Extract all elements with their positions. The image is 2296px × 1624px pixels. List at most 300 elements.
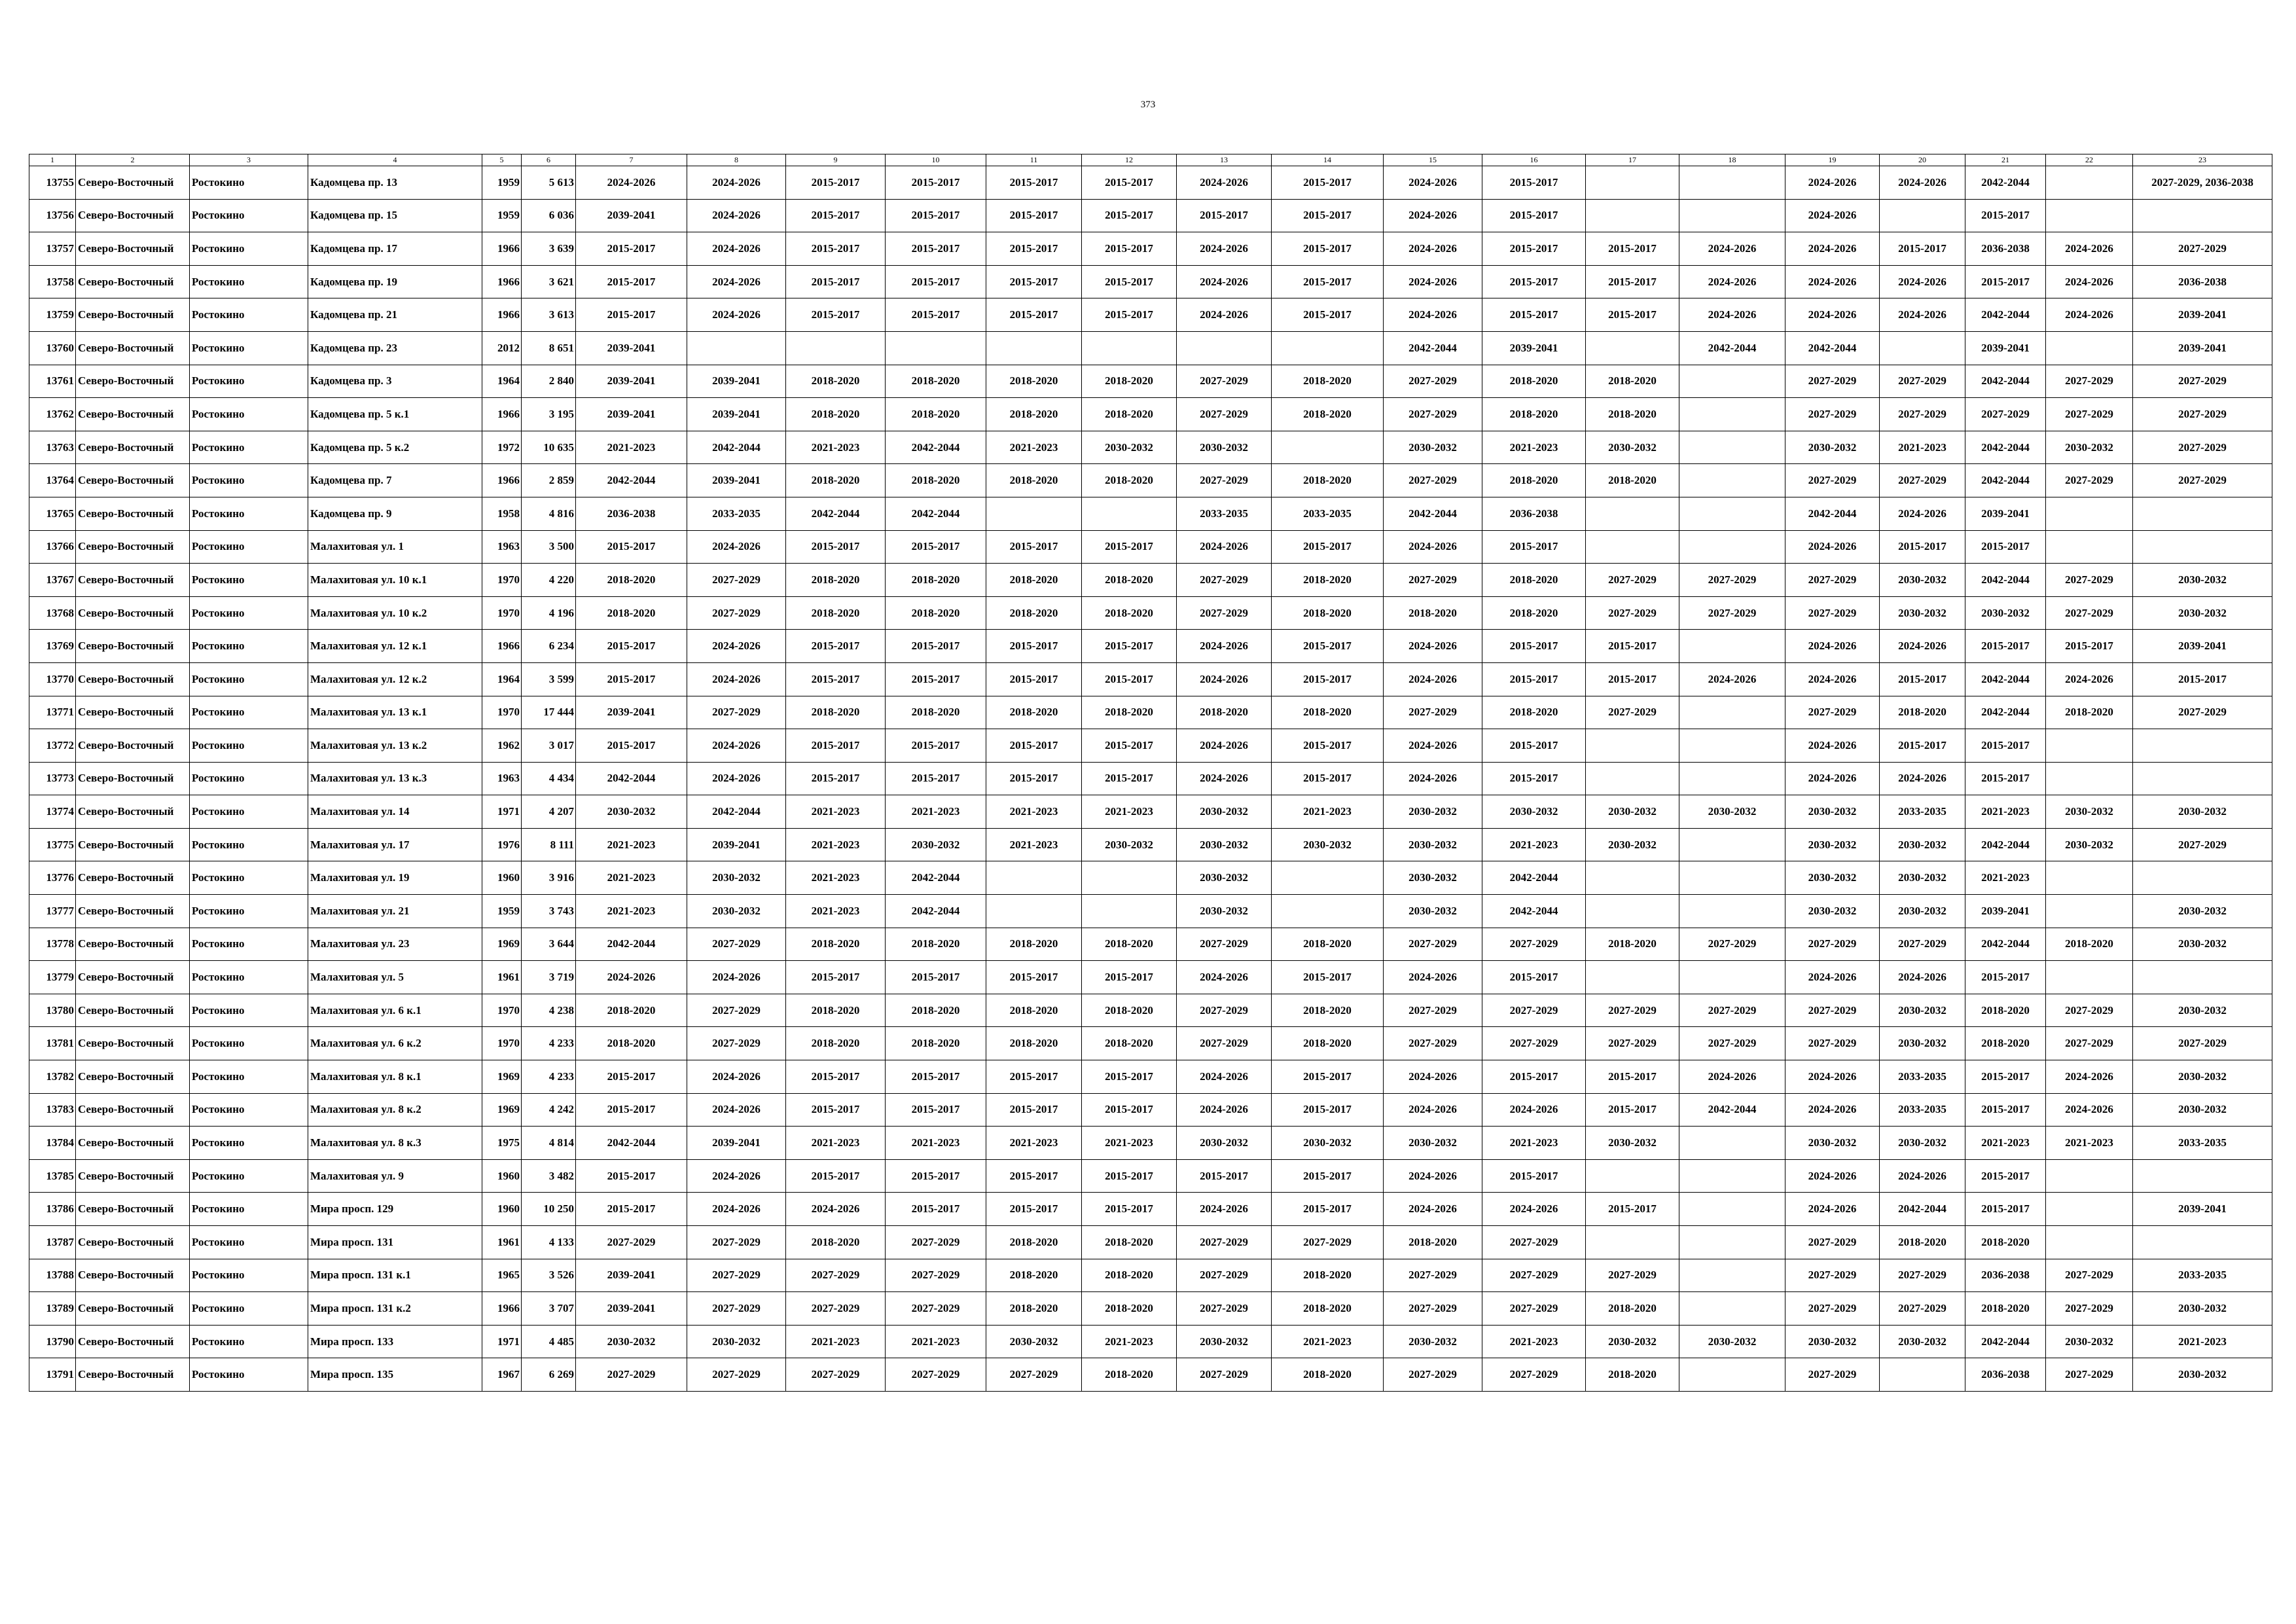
repair-period-cell-22 bbox=[2046, 166, 2133, 200]
table-row bbox=[29, 564, 2272, 597]
repair-period-cell-15: 2027-2029 bbox=[1384, 928, 1482, 961]
area-cell: Ростокино bbox=[190, 861, 308, 895]
table-row bbox=[29, 265, 2272, 298]
repair-period-cell-9: 2015-2017 bbox=[786, 1060, 886, 1094]
repair-period-cell-15: 2027-2029 bbox=[1384, 1292, 1482, 1326]
repair-period-cell-11: 2018-2020 bbox=[986, 1226, 1082, 1259]
repair-period-cell-17: 2015-2017 bbox=[1586, 232, 1679, 266]
repair-period-cell-13: 2024-2026 bbox=[1177, 166, 1272, 200]
repair-period-cell-19: 2024-2026 bbox=[1785, 1193, 1880, 1226]
repair-period-cell-19: 2027-2029 bbox=[1785, 1358, 1880, 1392]
record-id-cell: 13790 bbox=[29, 1325, 76, 1358]
repair-period-cell-18 bbox=[1679, 828, 1785, 861]
floor-area-cell: 3 719 bbox=[522, 961, 576, 994]
repair-period-cell-16: 2027-2029 bbox=[1482, 1226, 1586, 1259]
repair-period-cell-8 bbox=[687, 331, 786, 365]
repair-period-cell-17 bbox=[1586, 331, 1679, 365]
repair-period-cell-10: 2030-2032 bbox=[886, 828, 986, 861]
area-cell: Ростокино bbox=[190, 696, 308, 729]
repair-period-cell-17: 2027-2029 bbox=[1586, 1259, 1679, 1292]
repair-period-cell-22 bbox=[2046, 762, 2133, 795]
repair-period-cell-18: 2042-2044 bbox=[1679, 1093, 1785, 1127]
address-cell: Малахитовая ул. 19 bbox=[308, 861, 482, 895]
repair-period-cell-22: 2024-2026 bbox=[2046, 232, 2133, 266]
area-cell: Ростокино bbox=[190, 630, 308, 663]
table-row bbox=[29, 464, 2272, 497]
repair-period-cell-15: 2018-2020 bbox=[1384, 1226, 1482, 1259]
repair-period-cell-10: 2021-2023 bbox=[886, 1127, 986, 1160]
repair-period-cell-13: 2030-2032 bbox=[1177, 431, 1272, 464]
floor-area-cell: 4 196 bbox=[522, 596, 576, 630]
record-id-cell: 13758 bbox=[29, 265, 76, 298]
area-cell: Ростокино bbox=[190, 331, 308, 365]
repair-period-cell-17: 2015-2017 bbox=[1586, 1060, 1679, 1094]
year-built-cell: 1966 bbox=[482, 398, 522, 431]
repair-period-cell-11: 2015-2017 bbox=[986, 1159, 1082, 1193]
repair-period-cell-16: 2021-2023 bbox=[1482, 431, 1586, 464]
table-row bbox=[29, 199, 2272, 232]
repair-period-cell-21: 2021-2023 bbox=[1965, 1127, 2046, 1160]
repair-period-cell-20: 2024-2026 bbox=[1880, 166, 1965, 200]
repair-period-cell-7: 2018-2020 bbox=[576, 564, 687, 597]
address-cell: Малахитовая ул. 9 bbox=[308, 1159, 482, 1193]
repair-period-cell-15: 2027-2029 bbox=[1384, 1358, 1482, 1392]
repair-period-cell-16: 2024-2026 bbox=[1482, 1193, 1586, 1226]
repair-period-cell-19: 2024-2026 bbox=[1785, 630, 1880, 663]
repair-period-cell-11: 2018-2020 bbox=[986, 1259, 1082, 1292]
repair-period-cell-12: 2015-2017 bbox=[1082, 1159, 1177, 1193]
repair-period-cell-7: 2018-2020 bbox=[576, 596, 687, 630]
column-number-1: 1 bbox=[29, 154, 76, 166]
repair-period-cell-12 bbox=[1082, 331, 1177, 365]
floor-area-cell: 4 238 bbox=[522, 994, 576, 1027]
repair-period-cell-7: 2021-2023 bbox=[576, 861, 687, 895]
repair-period-cell-18 bbox=[1679, 398, 1785, 431]
repair-period-cell-19: 2027-2029 bbox=[1785, 398, 1880, 431]
table-row bbox=[29, 398, 2272, 431]
address-cell: Малахитовая ул. 1 bbox=[308, 530, 482, 564]
repair-period-cell-8: 2042-2044 bbox=[687, 431, 786, 464]
table-row bbox=[29, 1027, 2272, 1060]
column-number-9: 9 bbox=[786, 154, 886, 166]
repair-period-cell-8: 2027-2029 bbox=[687, 928, 786, 961]
repair-period-cell-7: 2015-2017 bbox=[576, 729, 687, 763]
repair-period-cell-23 bbox=[2133, 1159, 2272, 1193]
repair-period-cell-8: 2024-2026 bbox=[687, 729, 786, 763]
repair-period-cell-23 bbox=[2133, 530, 2272, 564]
repair-period-cell-16: 2018-2020 bbox=[1482, 596, 1586, 630]
repair-period-cell-9: 2021-2023 bbox=[786, 861, 886, 895]
repair-period-cell-21: 2015-2017 bbox=[1965, 1193, 2046, 1226]
address-cell: Малахитовая ул. 12 к.2 bbox=[308, 662, 482, 696]
district-cell: Северо-Восточный bbox=[76, 530, 190, 564]
repair-period-cell-9: 2018-2020 bbox=[786, 696, 886, 729]
repair-period-cell-23: 2030-2032 bbox=[2133, 1292, 2272, 1326]
repair-period-cell-10: 2015-2017 bbox=[886, 729, 986, 763]
repair-period-cell-20: 2030-2032 bbox=[1880, 564, 1965, 597]
address-cell: Малахитовая ул. 21 bbox=[308, 895, 482, 928]
repair-period-cell-22: 2027-2029 bbox=[2046, 564, 2133, 597]
repair-period-cell-22 bbox=[2046, 331, 2133, 365]
repair-period-cell-8: 2024-2026 bbox=[687, 1060, 786, 1094]
repair-period-cell-23: 2027-2029 bbox=[2133, 464, 2272, 497]
repair-period-cell-11: 2030-2032 bbox=[986, 1325, 1082, 1358]
address-cell: Малахитовая ул. 6 к.1 bbox=[308, 994, 482, 1027]
repair-period-cell-19: 2027-2029 bbox=[1785, 1259, 1880, 1292]
repair-period-cell-10: 2018-2020 bbox=[886, 928, 986, 961]
record-id-cell: 13776 bbox=[29, 861, 76, 895]
repair-period-cell-12: 2021-2023 bbox=[1082, 795, 1177, 829]
floor-area-cell: 17 444 bbox=[522, 696, 576, 729]
repair-period-cell-9: 2015-2017 bbox=[786, 630, 886, 663]
year-built-cell: 1963 bbox=[482, 762, 522, 795]
column-number-21: 21 bbox=[1965, 154, 2046, 166]
year-built-cell: 1970 bbox=[482, 696, 522, 729]
repair-period-cell-20: 2027-2029 bbox=[1880, 1259, 1965, 1292]
repair-period-cell-11: 2015-2017 bbox=[986, 1060, 1082, 1094]
repair-period-cell-11: 2015-2017 bbox=[986, 265, 1082, 298]
repair-period-cell-21: 2027-2029 bbox=[1965, 398, 2046, 431]
repair-period-cell-9: 2021-2023 bbox=[786, 1325, 886, 1358]
repair-period-cell-20: 2042-2044 bbox=[1880, 1193, 1965, 1226]
repair-period-cell-12: 2018-2020 bbox=[1082, 464, 1177, 497]
repair-period-cell-11: 2018-2020 bbox=[986, 365, 1082, 398]
repair-period-cell-19: 2027-2029 bbox=[1785, 1292, 1880, 1326]
repair-period-cell-16: 2021-2023 bbox=[1482, 1325, 1586, 1358]
repair-period-cell-17: 2015-2017 bbox=[1586, 298, 1679, 332]
repair-period-cell-13: 2024-2026 bbox=[1177, 265, 1272, 298]
floor-area-cell: 2 840 bbox=[522, 365, 576, 398]
repair-period-cell-13: 2027-2029 bbox=[1177, 398, 1272, 431]
repair-period-cell-11: 2015-2017 bbox=[986, 530, 1082, 564]
repair-period-cell-18: 2027-2029 bbox=[1679, 994, 1785, 1027]
repair-period-cell-23: 2021-2023 bbox=[2133, 1325, 2272, 1358]
repair-period-cell-12: 2018-2020 bbox=[1082, 365, 1177, 398]
repair-period-cell-16: 2015-2017 bbox=[1482, 729, 1586, 763]
repair-period-cell-21: 2042-2044 bbox=[1965, 166, 2046, 200]
year-built-cell: 1964 bbox=[482, 662, 522, 696]
repair-period-cell-16: 2027-2029 bbox=[1482, 994, 1586, 1027]
repair-period-cell-20: 2018-2020 bbox=[1880, 1226, 1965, 1259]
repair-period-cell-23: 2030-2032 bbox=[2133, 994, 2272, 1027]
repair-period-cell-12 bbox=[1082, 895, 1177, 928]
repair-period-cell-16: 2015-2017 bbox=[1482, 1060, 1586, 1094]
repair-period-cell-21: 2042-2044 bbox=[1965, 431, 2046, 464]
district-cell: Северо-Восточный bbox=[76, 596, 190, 630]
repair-period-cell-9: 2015-2017 bbox=[786, 265, 886, 298]
year-built-cell: 1967 bbox=[482, 1358, 522, 1392]
area-cell: Ростокино bbox=[190, 232, 308, 266]
repair-period-cell-10: 2018-2020 bbox=[886, 596, 986, 630]
repair-period-cell-21: 2018-2020 bbox=[1965, 994, 2046, 1027]
repair-period-cell-16: 2015-2017 bbox=[1482, 762, 1586, 795]
repair-period-cell-15: 2024-2026 bbox=[1384, 530, 1482, 564]
district-cell: Северо-Восточный bbox=[76, 762, 190, 795]
repair-period-cell-9: 2015-2017 bbox=[786, 530, 886, 564]
table-row bbox=[29, 895, 2272, 928]
repair-period-cell-7: 2015-2017 bbox=[576, 298, 687, 332]
repair-period-cell-9: 2042-2044 bbox=[786, 497, 886, 530]
table-row bbox=[29, 795, 2272, 829]
repair-period-cell-21: 2042-2044 bbox=[1965, 564, 2046, 597]
floor-area-cell: 3 599 bbox=[522, 662, 576, 696]
repair-period-cell-21: 2018-2020 bbox=[1965, 1292, 2046, 1326]
repair-period-cell-12: 2018-2020 bbox=[1082, 596, 1177, 630]
repair-period-cell-20: 2030-2032 bbox=[1880, 861, 1965, 895]
repair-period-cell-8: 2039-2041 bbox=[687, 828, 786, 861]
area-cell: Ростокино bbox=[190, 1127, 308, 1160]
repair-period-cell-7: 2039-2041 bbox=[576, 398, 687, 431]
repair-period-cell-8: 2027-2029 bbox=[687, 1358, 786, 1392]
repair-period-cell-18: 2024-2026 bbox=[1679, 298, 1785, 332]
repair-period-cell-7: 2039-2041 bbox=[576, 1259, 687, 1292]
repair-period-cell-18: 2024-2026 bbox=[1679, 232, 1785, 266]
repair-period-cell-10: 2018-2020 bbox=[886, 398, 986, 431]
repair-period-cell-16: 2039-2041 bbox=[1482, 331, 1586, 365]
year-built-cell: 1970 bbox=[482, 596, 522, 630]
repair-period-cell-11: 2015-2017 bbox=[986, 232, 1082, 266]
area-cell: Ростокино bbox=[190, 596, 308, 630]
repair-period-cell-13: 2027-2029 bbox=[1177, 1358, 1272, 1392]
repair-period-cell-21: 2042-2044 bbox=[1965, 298, 2046, 332]
table-row bbox=[29, 1060, 2272, 1094]
repair-period-cell-17: 2027-2029 bbox=[1586, 596, 1679, 630]
repair-period-cell-11: 2015-2017 bbox=[986, 298, 1082, 332]
district-cell: Северо-Восточный bbox=[76, 729, 190, 763]
repair-period-cell-12: 2030-2032 bbox=[1082, 828, 1177, 861]
floor-area-cell: 3 621 bbox=[522, 265, 576, 298]
repair-period-cell-10: 2021-2023 bbox=[886, 795, 986, 829]
repair-period-cell-14 bbox=[1272, 431, 1384, 464]
repair-period-cell-10: 2015-2017 bbox=[886, 961, 986, 994]
year-built-cell: 1970 bbox=[482, 1027, 522, 1060]
repair-period-cell-22: 2027-2029 bbox=[2046, 1259, 2133, 1292]
repair-period-cell-11: 2018-2020 bbox=[986, 1027, 1082, 1060]
repair-period-cell-9: 2024-2026 bbox=[786, 1193, 886, 1226]
repair-period-cell-11: 2018-2020 bbox=[986, 928, 1082, 961]
year-built-cell: 1959 bbox=[482, 895, 522, 928]
record-id-cell: 13772 bbox=[29, 729, 76, 763]
repair-period-cell-20: 2030-2032 bbox=[1880, 596, 1965, 630]
repair-period-cell-17 bbox=[1586, 530, 1679, 564]
repair-period-cell-7: 2030-2032 bbox=[576, 1325, 687, 1358]
repair-period-cell-21: 2018-2020 bbox=[1965, 1027, 2046, 1060]
repair-period-cell-9: 2015-2017 bbox=[786, 762, 886, 795]
repair-period-cell-23: 2027-2029 bbox=[2133, 696, 2272, 729]
repair-period-cell-21: 2015-2017 bbox=[1965, 1093, 2046, 1127]
repair-period-cell-7: 2042-2044 bbox=[576, 1127, 687, 1160]
repair-period-cell-15: 2027-2029 bbox=[1384, 1259, 1482, 1292]
district-cell: Северо-Восточный bbox=[76, 398, 190, 431]
table-row bbox=[29, 497, 2272, 530]
repair-period-cell-13: 2015-2017 bbox=[1177, 1159, 1272, 1193]
repair-period-cell-17: 2018-2020 bbox=[1586, 464, 1679, 497]
area-cell: Ростокино bbox=[190, 365, 308, 398]
table-row bbox=[29, 696, 2272, 729]
repair-period-cell-22: 2027-2029 bbox=[2046, 994, 2133, 1027]
repair-period-cell-13: 2030-2032 bbox=[1177, 795, 1272, 829]
district-cell: Северо-Восточный bbox=[76, 1127, 190, 1160]
repair-period-cell-16: 2027-2029 bbox=[1482, 1027, 1586, 1060]
address-cell: Малахитовая ул. 5 bbox=[308, 961, 482, 994]
repair-period-cell-16: 2015-2017 bbox=[1482, 961, 1586, 994]
repair-period-cell-13: 2027-2029 bbox=[1177, 365, 1272, 398]
table-row bbox=[29, 961, 2272, 994]
floor-area-cell: 8 111 bbox=[522, 828, 576, 861]
repair-period-cell-10: 2042-2044 bbox=[886, 895, 986, 928]
repair-period-cell-23: 2030-2032 bbox=[2133, 928, 2272, 961]
repair-period-cell-8: 2042-2044 bbox=[687, 795, 786, 829]
repair-period-cell-9: 2021-2023 bbox=[786, 795, 886, 829]
repair-period-cell-17: 2030-2032 bbox=[1586, 1325, 1679, 1358]
repair-period-cell-22 bbox=[2046, 497, 2133, 530]
repair-period-cell-9: 2021-2023 bbox=[786, 828, 886, 861]
repair-period-cell-19: 2027-2029 bbox=[1785, 696, 1880, 729]
repair-period-cell-20: 2030-2032 bbox=[1880, 1325, 1965, 1358]
column-number-4: 4 bbox=[308, 154, 482, 166]
repair-period-cell-7: 2030-2032 bbox=[576, 795, 687, 829]
area-cell: Ростокино bbox=[190, 1093, 308, 1127]
repair-period-cell-17: 2018-2020 bbox=[1586, 1292, 1679, 1326]
record-id-cell: 13759 bbox=[29, 298, 76, 332]
repair-period-cell-23 bbox=[2133, 861, 2272, 895]
repair-period-cell-15: 2024-2026 bbox=[1384, 630, 1482, 663]
year-built-cell: 1966 bbox=[482, 630, 522, 663]
repair-period-cell-7: 2039-2041 bbox=[576, 1292, 687, 1326]
repair-period-cell-17: 2015-2017 bbox=[1586, 1193, 1679, 1226]
repair-period-cell-10: 2015-2017 bbox=[886, 662, 986, 696]
repair-period-cell-22: 2024-2026 bbox=[2046, 662, 2133, 696]
record-id-cell: 13791 bbox=[29, 1358, 76, 1392]
year-built-cell: 1960 bbox=[482, 1159, 522, 1193]
repair-period-cell-13: 2027-2029 bbox=[1177, 1292, 1272, 1326]
repair-period-cell-16: 2015-2017 bbox=[1482, 265, 1586, 298]
record-id-cell: 13779 bbox=[29, 961, 76, 994]
repair-period-cell-14: 2015-2017 bbox=[1272, 762, 1384, 795]
repair-period-cell-12: 2015-2017 bbox=[1082, 729, 1177, 763]
repair-period-cell-18 bbox=[1679, 166, 1785, 200]
record-id-cell: 13769 bbox=[29, 630, 76, 663]
repair-period-cell-18: 2027-2029 bbox=[1679, 596, 1785, 630]
repair-period-cell-12: 2015-2017 bbox=[1082, 762, 1177, 795]
year-built-cell: 1959 bbox=[482, 166, 522, 200]
repair-period-cell-18: 2024-2026 bbox=[1679, 662, 1785, 696]
repair-period-cell-15: 2024-2026 bbox=[1384, 1193, 1482, 1226]
repair-period-cell-8: 2027-2029 bbox=[687, 994, 786, 1027]
floor-area-cell: 3 707 bbox=[522, 1292, 576, 1326]
repair-period-cell-21: 2015-2017 bbox=[1965, 265, 2046, 298]
repair-period-cell-12 bbox=[1082, 861, 1177, 895]
repair-period-cell-16: 2015-2017 bbox=[1482, 298, 1586, 332]
repair-period-cell-15: 2030-2032 bbox=[1384, 1325, 1482, 1358]
year-built-cell: 1966 bbox=[482, 232, 522, 266]
repair-period-cell-12: 2018-2020 bbox=[1082, 1226, 1177, 1259]
repair-period-cell-9: 2018-2020 bbox=[786, 928, 886, 961]
repair-period-cell-10: 2018-2020 bbox=[886, 564, 986, 597]
repair-period-cell-12: 2015-2017 bbox=[1082, 961, 1177, 994]
floor-area-cell: 8 651 bbox=[522, 331, 576, 365]
repair-period-cell-13: 2024-2026 bbox=[1177, 232, 1272, 266]
area-cell: Ростокино bbox=[190, 564, 308, 597]
year-built-cell: 1976 bbox=[482, 828, 522, 861]
repair-period-cell-13: 2027-2029 bbox=[1177, 994, 1272, 1027]
repair-period-cell-16: 2030-2032 bbox=[1482, 795, 1586, 829]
repair-period-cell-22: 2027-2029 bbox=[2046, 1292, 2133, 1326]
area-cell: Ростокино bbox=[190, 928, 308, 961]
table-row bbox=[29, 828, 2272, 861]
repair-period-cell-10: 2015-2017 bbox=[886, 199, 986, 232]
column-number-20: 20 bbox=[1880, 154, 1965, 166]
repair-period-cell-15: 2030-2032 bbox=[1384, 828, 1482, 861]
address-cell: Малахитовая ул. 13 к.3 bbox=[308, 762, 482, 795]
year-built-cell: 1959 bbox=[482, 199, 522, 232]
repair-period-cell-13: 2033-2035 bbox=[1177, 497, 1272, 530]
repair-period-cell-22 bbox=[2046, 1226, 2133, 1259]
repair-period-cell-20 bbox=[1880, 1358, 1965, 1392]
repair-period-cell-18 bbox=[1679, 1259, 1785, 1292]
area-cell: Ростокино bbox=[190, 1325, 308, 1358]
record-id-cell: 13780 bbox=[29, 994, 76, 1027]
repair-period-cell-17: 2015-2017 bbox=[1586, 265, 1679, 298]
repair-period-cell-9: 2021-2023 bbox=[786, 895, 886, 928]
repair-period-cell-16: 2018-2020 bbox=[1482, 365, 1586, 398]
area-cell: Ростокино bbox=[190, 431, 308, 464]
district-cell: Северо-Восточный bbox=[76, 464, 190, 497]
repair-period-cell-13: 2024-2026 bbox=[1177, 1093, 1272, 1127]
repair-period-cell-20: 2030-2032 bbox=[1880, 828, 1965, 861]
district-cell: Северо-Восточный bbox=[76, 795, 190, 829]
area-cell: Ростокино bbox=[190, 1226, 308, 1259]
repair-period-cell-12: 2015-2017 bbox=[1082, 298, 1177, 332]
repair-period-cell-17: 2018-2020 bbox=[1586, 928, 1679, 961]
repair-period-cell-22: 2015-2017 bbox=[2046, 630, 2133, 663]
repair-period-cell-17 bbox=[1586, 961, 1679, 994]
repair-period-cell-21: 2042-2044 bbox=[1965, 464, 2046, 497]
repair-period-cell-20: 2027-2029 bbox=[1880, 464, 1965, 497]
floor-area-cell: 3 639 bbox=[522, 232, 576, 266]
repair-period-cell-20: 2033-2035 bbox=[1880, 795, 1965, 829]
repair-period-cell-22 bbox=[2046, 530, 2133, 564]
repair-period-cell-14: 2018-2020 bbox=[1272, 596, 1384, 630]
repair-period-cell-15: 2024-2026 bbox=[1384, 166, 1482, 200]
table-row bbox=[29, 662, 2272, 696]
repair-period-cell-13: 2027-2029 bbox=[1177, 464, 1272, 497]
repair-period-cell-11: 2018-2020 bbox=[986, 398, 1082, 431]
column-number-23: 23 bbox=[2133, 154, 2272, 166]
repair-period-cell-9: 2018-2020 bbox=[786, 596, 886, 630]
repair-period-cell-15: 2024-2026 bbox=[1384, 1093, 1482, 1127]
repair-period-cell-16: 2015-2017 bbox=[1482, 199, 1586, 232]
table-row bbox=[29, 1093, 2272, 1127]
address-cell: Малахитовая ул. 13 к.2 bbox=[308, 729, 482, 763]
repair-period-cell-7: 2015-2017 bbox=[576, 630, 687, 663]
column-number-7: 7 bbox=[576, 154, 687, 166]
record-id-cell: 13771 bbox=[29, 696, 76, 729]
year-built-cell: 1966 bbox=[482, 1292, 522, 1326]
repair-period-cell-22: 2030-2032 bbox=[2046, 1325, 2133, 1358]
year-built-cell: 1970 bbox=[482, 564, 522, 597]
repair-period-cell-11: 2018-2020 bbox=[986, 994, 1082, 1027]
repair-period-cell-10: 2018-2020 bbox=[886, 365, 986, 398]
repair-period-cell-7: 2036-2038 bbox=[576, 497, 687, 530]
repair-period-cell-15: 2030-2032 bbox=[1384, 795, 1482, 829]
district-cell: Северо-Восточный bbox=[76, 1226, 190, 1259]
repair-period-cell-19: 2024-2026 bbox=[1785, 762, 1880, 795]
table-row bbox=[29, 1259, 2272, 1292]
repair-period-cell-16: 2018-2020 bbox=[1482, 398, 1586, 431]
repair-period-cell-23: 2030-2032 bbox=[2133, 1358, 2272, 1392]
repair-period-cell-19: 2024-2026 bbox=[1785, 961, 1880, 994]
